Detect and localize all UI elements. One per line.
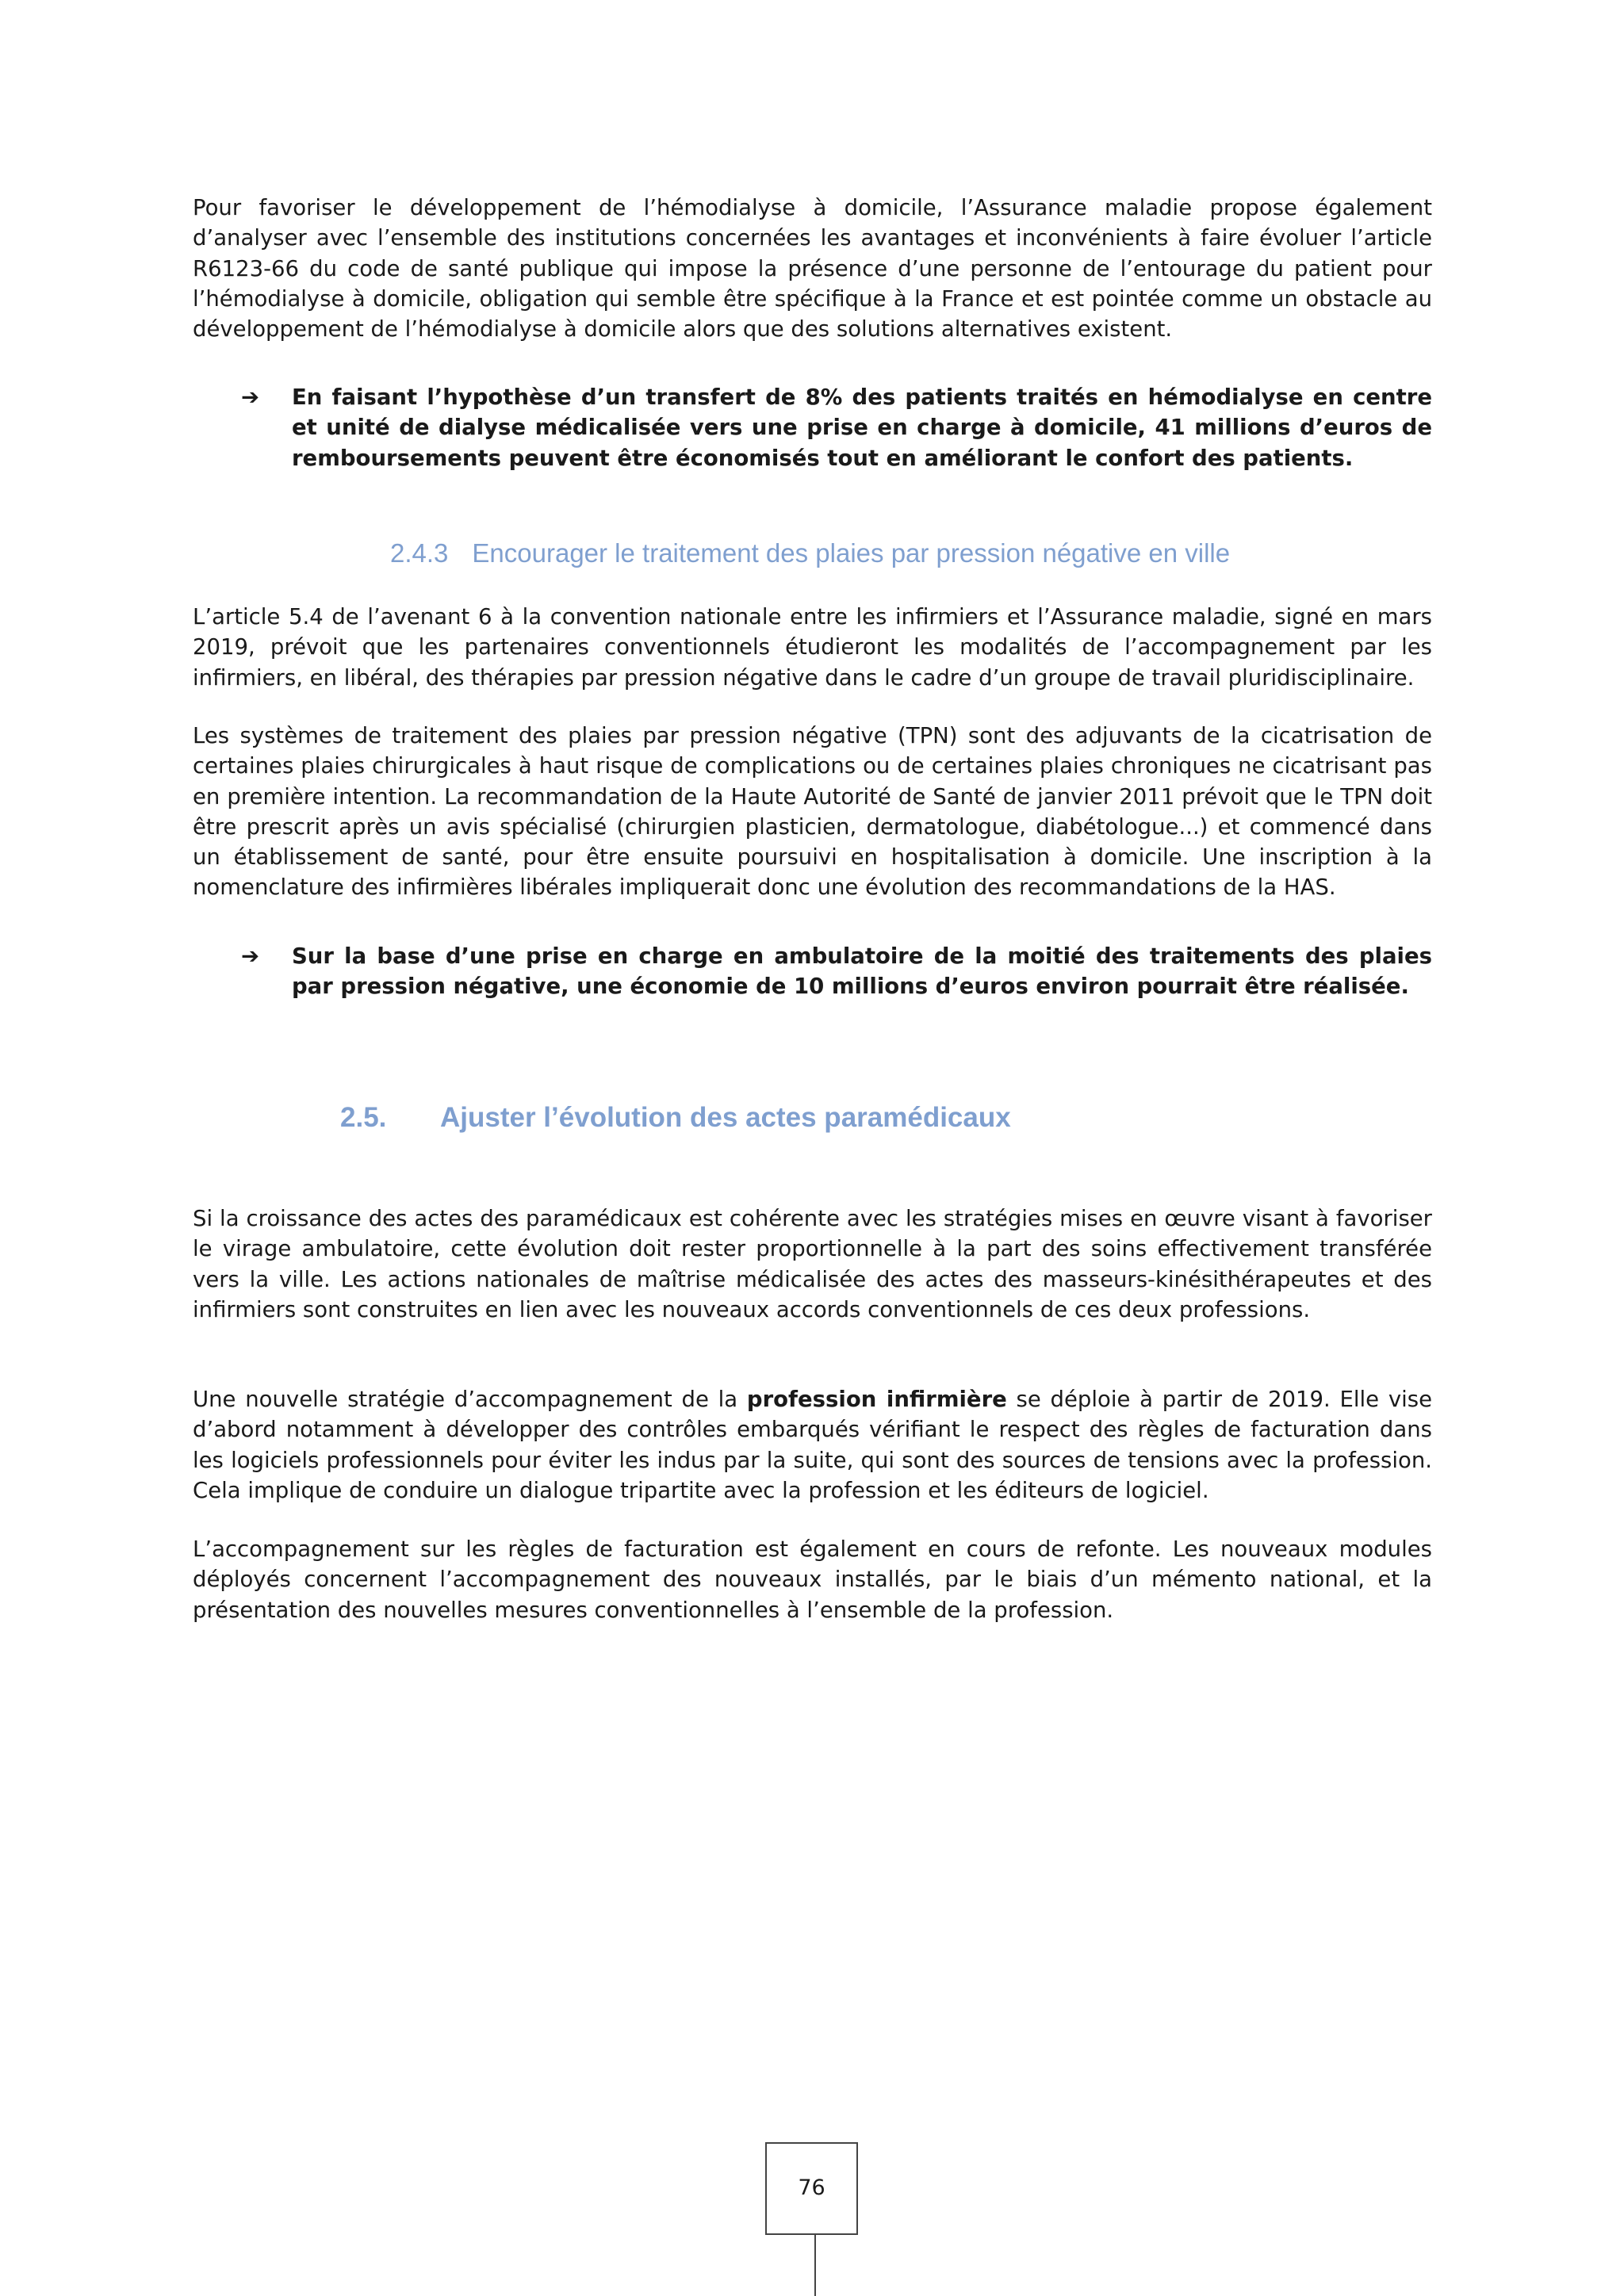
section-number: 2.5. (340, 1102, 387, 1133)
paragraph-billing-rules: L’accompagnement sur les règles de facturation est également en cours de refonte. Les nouveaux modules déployés concernent l’accompagnement des nouveaux installés, par le biais d’un mémento national, et la présentation des nouvelles mesures conventionnelles à l’ensemble de la profession. (193, 1536, 1432, 1623)
page-number-connector (814, 2235, 816, 2296)
section-title: Encourager le traitement des plaies par pression négative en ville (472, 538, 1231, 568)
bullet-text: Sur la base d’une prise en charge en ambulatoire de la moitié des traitements des plaies par pression négative, une économie de 10 millions d’euros environ pourrait être réalisée. (292, 943, 1432, 1000)
paragraph-paramedical-growth: Si la croissance des actes des paramédicaux est cohérente avec les stratégies mises en œuvre visant à favoriser le virage ambulatoire, cette évolution doit rester proportionnelle à la part des soins effectivement transférée vers la ville. Les actions nationales de maîtrise médicalisée des actes des masseurs-kinésithérapeutes et des infirmiers sont construites en lien avec les nouveaux accords conventionnels de ces deux professions. (193, 1206, 1432, 1322)
section-heading-2-4-3 (390, 538, 1230, 568)
page-number: 76 (765, 2142, 858, 2235)
bullet-tpn-savings (241, 941, 1432, 1002)
section-title: Ajuster l’évolution des actes paramédicaux (440, 1102, 1011, 1133)
text-run: Une nouvelle stratégie d’accompagnement de la (193, 1387, 747, 1412)
text-run: se déploie à partir de 2019. Elle vise d’abord notamment à développer des contrôles embarqués vérifiant le respect des règles de facturation dans les logiciels professionnels pour éviter les indus par la suite, qui sont des sources de tensions avec la profession. Cela implique de conduire un dialogue tripartite avec la profession et les éditeurs de logiciel. (193, 1387, 1432, 1503)
arrow-icon: ➔ (241, 385, 260, 410)
paragraph-avenant: L’article 5.4 de l’avenant 6 à la convention nationale entre les infirmiers et l’Assurance maladie, signé en mars 2019, prévoit que les partenaires conventionnels étudieront les modalités de l’accompagnement par les infirmiers, en libéral, des thérapies par pression négative dans le cadre d’un groupe de travail pluridisciplinaire. (193, 604, 1432, 691)
bullet-hemodialysis-savings (241, 382, 1432, 473)
paragraph-nursing-strategy (193, 1384, 1432, 1506)
paragraph-tpn: Les systèmes de traitement des plaies par pression négative (TPN) sont des adjuvants de la cicatrisation de certaines plaies chirurgicales à haut risque de complications ou de certaines plaies chroniques ne cicatrisant pas en première intention. La recommandation de la Haute Autorité de Santé de janvier 2011 prévoit que le TPN doit être prescrit après un avis spécialisé (chirurgien plasticien, dermatologue, diabétologue...) et commencé dans un établissement de santé, pour être ensuite poursuivi en hospitalisation à domicile. Une inscription à la nomenclature des infirmières libérales impliquerait donc une évolution des recommandations de la HAS. (193, 723, 1432, 901)
section-heading-2-5 (340, 1102, 1011, 1134)
emphasis-profession: profession infirmière (746, 1387, 1007, 1412)
arrow-icon: ➔ (241, 943, 260, 969)
bullet-text: En faisant l’hypothèse d’un transfert de 8% des patients traités en hémodialyse en centre et unité de dialyse médicalisée vers une prise en charge à domicile, 41 millions d’euros de remboursements peuvent être économisés tout en améliorant le confort des patients. (292, 385, 1432, 471)
paragraph-hemodialysis: Pour favoriser le développement de l’hémodialyse à domicile, l’Assurance maladie propose également d’analyser avec l’ensemble des institutions concernées les avantages et inconvénients à faire évoluer l’article R6123-66 du code de santé publique qui impose la présence d’une personne de l’entourage du patient pour l’hémodialyse à domicile, obligation qui semble être spécifique à la France et est pointée comme un obstacle au développement de l’hémodialyse à domicile alors que des solutions alternatives existent. (193, 195, 1432, 342)
section-number: 2.4.3 (390, 538, 449, 568)
